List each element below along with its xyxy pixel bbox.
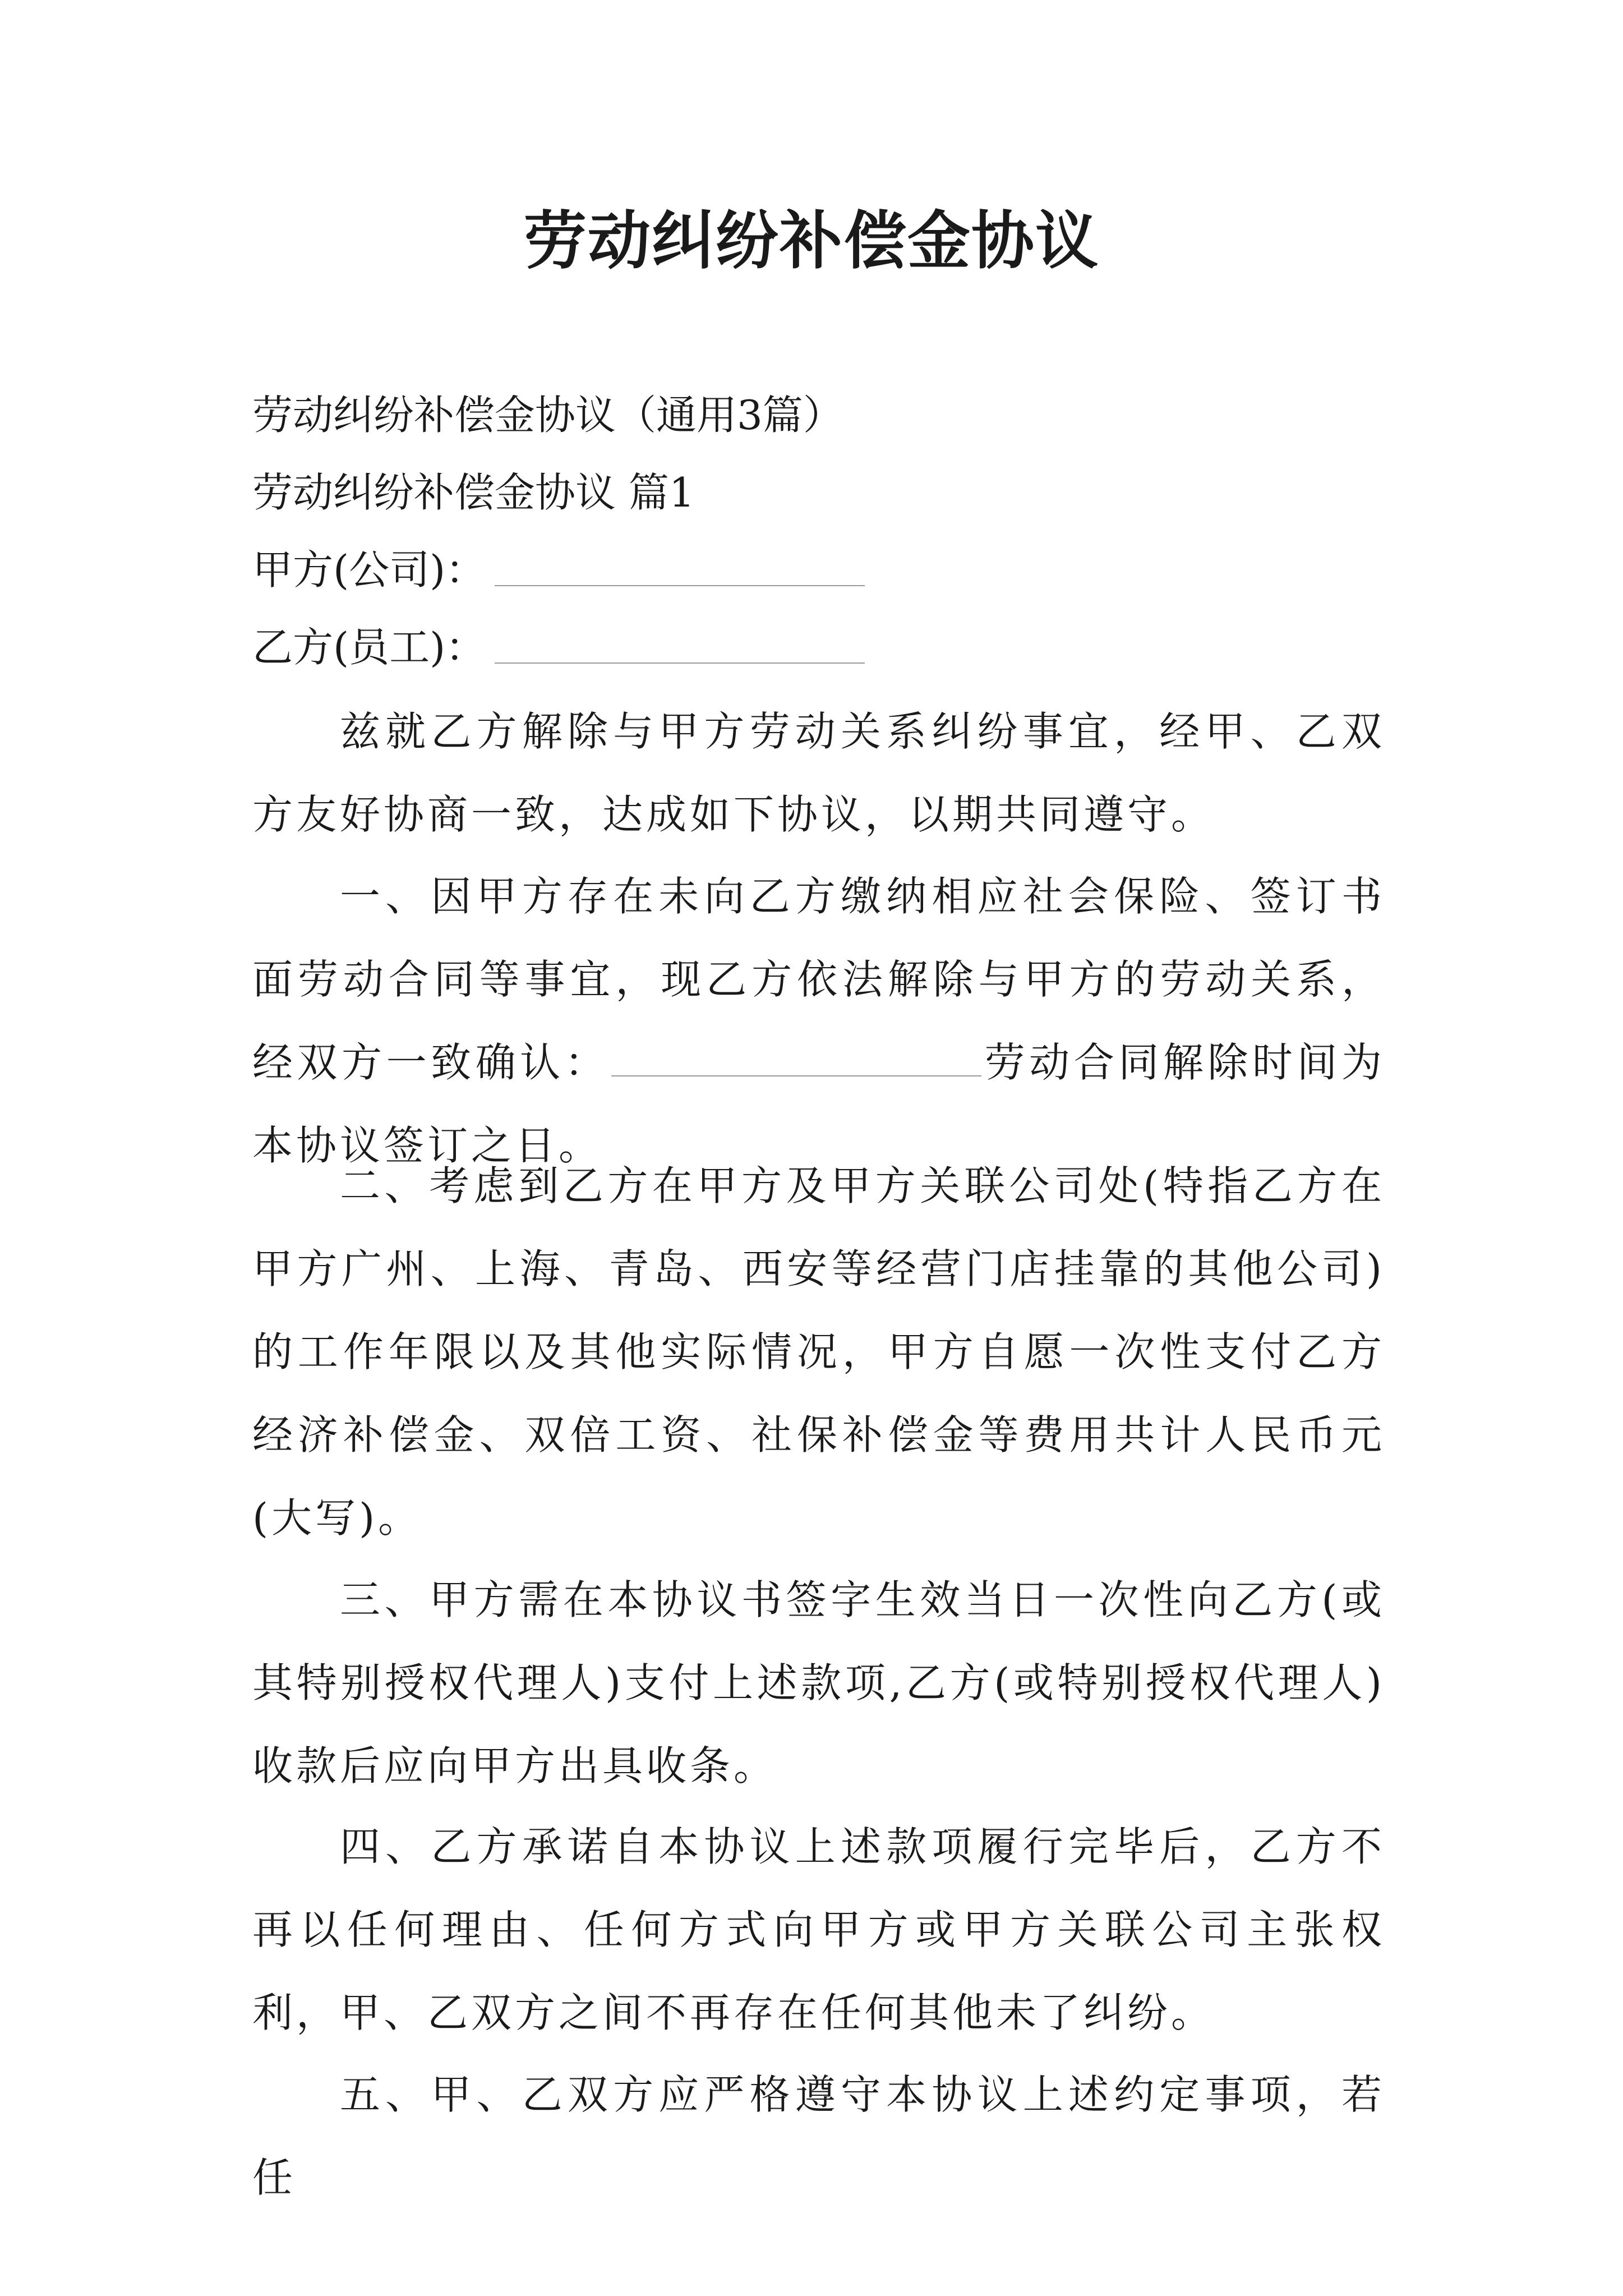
party-b-blank[interactable] bbox=[495, 662, 865, 664]
document-subtitle: 劳动纠纷补偿金协议（通用3篇） bbox=[252, 392, 843, 439]
clause-4: 四、乙方承诺自本协议上述款项履行完毕后，乙方不再以任何理由、任何方式向甲方或甲方关联公司主张权利，甲、乙双方之间不再存在任何其他未了纠纷。 bbox=[252, 1823, 1385, 2036]
document-title: 劳动纠纷补偿金协议 bbox=[524, 204, 1099, 278]
clause-1-text-a: 一、因甲方存在未向乙方缴纳相应社会保险、签订书面劳动合同等事宜，现乙方依法解除与甲方的劳动关系，经双方一致确认： bbox=[252, 873, 1385, 1086]
clause-3: 三、甲方需在本协议书签字生效当日一次性向乙方(或其特别授权代理人)支付上述款项,乙方(或特别授权代理人)收款后应向甲方出具收条。 bbox=[252, 1576, 1385, 1789]
clause-1-blank[interactable] bbox=[611, 1042, 981, 1076]
party-a-blank[interactable] bbox=[495, 585, 865, 586]
clause-1 bbox=[252, 855, 1385, 1187]
party-a-label: 甲方(公司)： bbox=[252, 546, 486, 593]
party-b-line bbox=[252, 619, 1385, 675]
clause-2: 二、考虑到乙方在甲方及甲方关联公司处(特指乙方在甲方广州、上海、青岛、西安等经营门店挂靠的其他公司)的工作年限以及其他实际情况，甲方自愿一次性支付乙方经济补偿金、双倍工资、社保补偿金等费用共计人民币元(大写)。 bbox=[252, 1162, 1385, 1542]
section-heading: 劳动纠纷补偿金协议 篇1 bbox=[252, 469, 695, 516]
clause-5: 五、甲、乙双方应严格遵守本协议上述约定事项，若任 bbox=[252, 2071, 1385, 2201]
party-a-line bbox=[252, 542, 1385, 598]
clause-1-text-b: 劳动合同解除时间为本协议签订之日。 bbox=[252, 1039, 1385, 1169]
party-b-label: 乙方(员工)： bbox=[252, 624, 486, 671]
intro-paragraph: 兹就乙方解除与甲方劳动关系纠纷事宜，经甲、乙双方友好协商一致，达成如下协议，以期共同遵守。 bbox=[252, 708, 1385, 838]
